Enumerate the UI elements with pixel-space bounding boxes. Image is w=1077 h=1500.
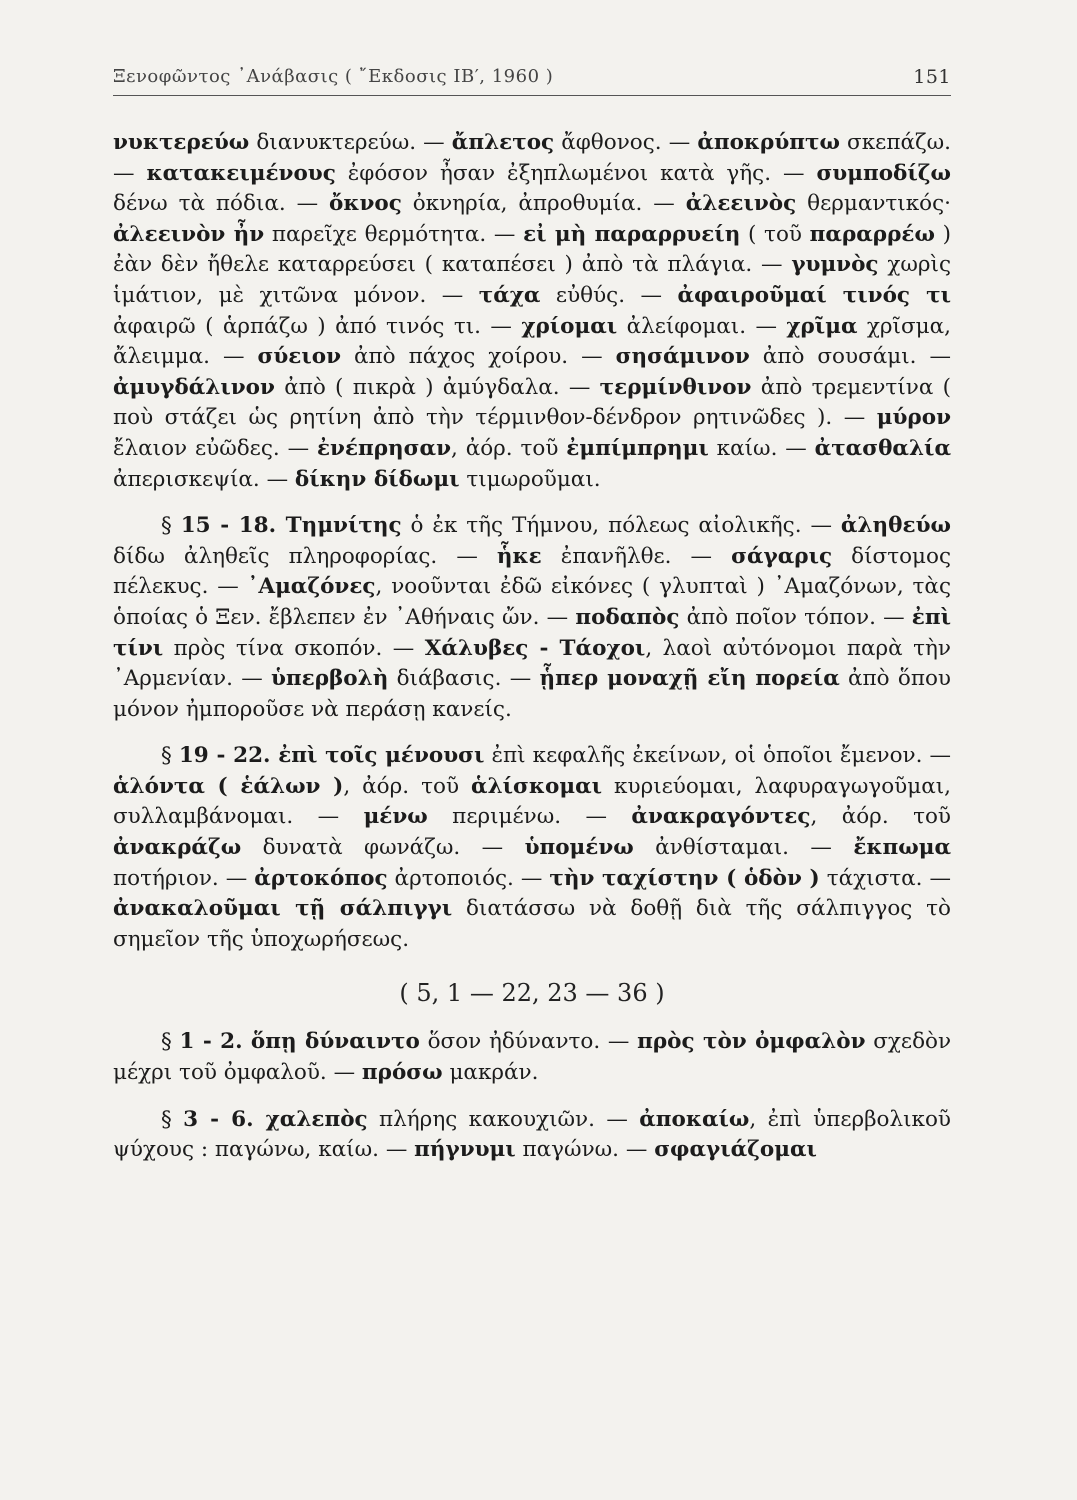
headword: γυμνὸς — [791, 252, 879, 278]
gloss-text: , νοοῦνται ἐδῶ εἰκόνες ( γλυπταὶ ) ᾽Αμαζόνων, τὰς ὁποίας ὁ Ξεν. ἔβλεπεν ἐν ᾽Αθήναις ὤν. — — [113, 574, 951, 630]
headword: ἀλεεινὸς — [685, 191, 797, 217]
gloss-text: § — [161, 1029, 180, 1055]
headword: ἀτασθαλία — [814, 435, 951, 461]
headword: ἐπὶ τίνι — [113, 604, 952, 661]
headword: πρόσω — [361, 1060, 443, 1086]
headword: ἀνακράζω — [113, 835, 242, 861]
headword: μένω — [363, 804, 428, 830]
gloss-text: δίδω ἀληθεῖς πληροφορίας. — — [113, 543, 497, 569]
gloss-text: περιμένω. — — [427, 804, 632, 830]
headword: σφαγιάζομαι — [654, 1137, 817, 1163]
gloss-text: ἀπὸ τρεμεντίνα ( ποὺ στάζει ὡς ρητίνη ἀπὸ τὴν τέρμινθον-δένδρον ρητινῶδες ). — — [113, 374, 951, 431]
page-body — [113, 128, 951, 1176]
headword: ἀληθεύω — [840, 513, 951, 539]
headword: ἀλεεινὸν ἦν — [113, 221, 265, 247]
headword: ὄκνος — [329, 191, 402, 217]
gloss-text: ( τοῦ — [740, 221, 810, 247]
paragraph-group — [113, 1027, 951, 1165]
headword: Χάλυβες - Τάοχοι — [424, 635, 646, 661]
gloss-text: ἐπὶ κεφαλῆς ἐκείνων, οἱ ὁποῖοι ἔμενον. — — [484, 743, 951, 769]
headword: ὑπομένω — [524, 835, 634, 861]
gloss-text: ὀκνηρία, ἀπροθυμία. — — [401, 191, 686, 217]
gloss-text: § — [161, 1106, 184, 1132]
headword: σησάμινον — [615, 344, 750, 370]
gloss-text: ἀφαιρῶ ( ἁρπάζω ) ἀπό τινός τι. — — [113, 313, 522, 339]
headword: ᾽Αμαζόνες — [247, 574, 376, 600]
headword: παραρρέω — [809, 221, 935, 247]
gloss-text: διατάσσω νὰ δοθῇ διὰ τῆς σάλπιγγος τὸ σημεῖον τῆς ὑποχωρήσεως. — [113, 896, 952, 952]
gloss-text: ὅσον ἠδύναντο. — — [419, 1029, 638, 1055]
section-heading: ( 5, 1 — 22, 23 — 36 ) — [399, 979, 665, 1008]
gloss-text: , ἀόρ. τοῦ — [810, 804, 951, 830]
gloss-text: ἀλείφομαι. — — [617, 313, 787, 339]
headword: 15 - 18. Τημνίτης — [180, 513, 402, 539]
gloss-text: παγώνω. — — [515, 1137, 655, 1163]
glossary-paragraph — [113, 128, 951, 495]
glossary-paragraph — [113, 741, 951, 955]
gloss-text: ἀπὸ σουσάμι. — — [749, 344, 951, 370]
gloss-text: ἀνθίσταμαι. — — [633, 835, 854, 861]
gloss-text: μακράν. — [442, 1060, 539, 1086]
headword: τὴν ταχίστην ( ὁδὸν ) — [549, 865, 820, 891]
gloss-text: καίω. — — [708, 435, 815, 461]
headword: ἔκπωμα — [853, 835, 952, 861]
gloss-text: χρῖσμα, ἄλειμμα. — — [113, 313, 951, 370]
gloss-text: διάβασις. — — [388, 666, 540, 692]
headword: ἀμυγδάλινον — [113, 374, 275, 400]
gloss-text: τάχιστα. — — [819, 865, 952, 891]
gloss-text: § — [161, 743, 179, 769]
gloss-text: , ἀόρ. τοῦ — [343, 773, 472, 799]
gloss-text: κυριεύομαι, λαφυραγωγοῦμαι, συλλαμβάνομαι. — — [113, 773, 951, 830]
gloss-text: δυνατὰ φωνάζω. — — [241, 835, 525, 861]
headword: ὑπερβολὴ — [270, 666, 389, 692]
headword: μύρον — [876, 405, 951, 431]
gloss-text: ἀπὸ ποῖον τόπον. — — [679, 604, 912, 630]
headword: 3 - 6. χαλεπὸς — [183, 1106, 368, 1132]
gloss-text: ἀπὸ ( πικρὰ ) ἀμύγδαλα. — — [274, 374, 600, 400]
page-number: 151 — [913, 66, 951, 88]
gloss-text: ἐφόσον ἦσαν ἐξηπλωμένοι κατὰ γῆς. — — [335, 160, 817, 186]
headword: κατακειμένους — [146, 160, 336, 186]
headword: ἐμπίμπρημι — [566, 435, 709, 461]
gloss-text: ) ἐὰν δὲν ἤθελε καταρρεύσει ( καταπέσει ) ἀπὸ τὰ πλάγια. — — [113, 221, 951, 278]
gloss-text: τιμωροῦμαι. — [459, 466, 601, 492]
gloss-text: πρὸς τίνα σκοπόν. — — [163, 635, 425, 661]
glossary-paragraph — [113, 511, 951, 725]
running-head — [113, 66, 951, 87]
gloss-text: πλήρης κακουχιῶν. — — [367, 1106, 640, 1132]
headword: σύειον — [257, 344, 342, 370]
gloss-text: ἔλαιον εὐῶδες. — — [113, 435, 317, 461]
gloss-text: ἐπανῆλθε. — — [541, 543, 732, 569]
headword: τερμίνθινον — [599, 374, 752, 400]
gloss-text: ὁ ἐκ τῆς Τήμνου, πόλεως αἰολικῆς. — — [401, 513, 841, 539]
gloss-text: , ἐπὶ ὑπερβολικοῦ ψύχους : παγώνω, καίω. — — [113, 1106, 951, 1163]
glossary-paragraph — [113, 1105, 951, 1166]
headword: χρῖμα — [786, 313, 858, 339]
gloss-text: εὐθύς. — — [540, 282, 678, 308]
headword: εἰ μὴ παραρρυείη — [523, 221, 741, 247]
gloss-text: § — [161, 513, 181, 539]
headword: ἀποκαίω — [639, 1106, 750, 1132]
gloss-text: θερμαντικός· — [796, 191, 951, 217]
headword: ἀνακαλοῦμαι τῇ σάλπιγγι — [113, 896, 453, 922]
glossary-paragraph — [113, 1027, 951, 1088]
headword: χρίομαι — [521, 313, 618, 339]
gloss-text: ἀρτοποιός. — — [387, 865, 550, 891]
gloss-text: ἀπερισκεψία. — — [113, 466, 295, 492]
headword: δίκην δίδωμι — [294, 466, 460, 492]
gloss-text: χωρὶς ἱμάτιον, μὲ χιτῶνα μόνον. — — [113, 252, 951, 308]
gloss-text: ποτήριον. — — [113, 865, 255, 891]
headword: ἄπλετος — [451, 130, 555, 155]
gloss-text: , ἀόρ. τοῦ — [451, 435, 567, 461]
headword: ᾗπερ μοναχῇ εἴη πορεία — [539, 666, 840, 692]
headword: πήγνυμι — [414, 1137, 516, 1163]
headword: σάγαρις — [731, 543, 833, 569]
headword: πρὸς τὸν ὀμφαλὸν — [637, 1029, 866, 1055]
gloss-text: σκεπάζω. — — [113, 130, 951, 186]
gloss-text: παρεῖχε θερμότητα. — — [264, 221, 524, 247]
headword: ἀφαιροῦμαί τινός τι — [677, 282, 951, 308]
header-rule — [113, 95, 951, 96]
headword: ἁλίσκομαι — [471, 773, 603, 799]
headword: ἀρτοκόπος — [254, 865, 388, 891]
gloss-text: ἀπὸ ὅπου μόνον ἠμποροῦσε νὰ περάσῃ κανείς. — [113, 666, 951, 722]
headword: ἀνακραγόντες — [631, 804, 811, 830]
headword: τάχα — [478, 282, 541, 308]
headword: 19 - 22. ἐπὶ τοῖς μένουσι — [178, 743, 485, 769]
headword: ποδαπὸς — [575, 604, 680, 630]
headword: ἁλόντα ( ἑάλων ) — [113, 773, 344, 799]
paragraph-group — [113, 128, 951, 955]
gloss-text: δένω τὰ πόδια. — — [113, 191, 330, 217]
headword: ἧκε — [496, 543, 542, 569]
headword: νυκτερεύω — [113, 130, 250, 155]
headword: ἀποκρύπτω — [697, 130, 840, 155]
headword: 1 - 2. ὅπῃ δύναιντο — [179, 1029, 420, 1055]
gloss-text: ἄφθονος. — — [554, 130, 698, 155]
gloss-text: ἀπὸ πάχος χοίρου. — — [341, 344, 616, 370]
running-title: Ξενοφῶντος ᾽Ανάβασις ( ῎Εκδοσις ΙΒ′, 1960 ) — [113, 66, 554, 87]
gloss-text: , λαοὶ αὐτόνομοι παρὰ τὴν ᾽Αρμενίαν. — — [113, 635, 951, 692]
headword: συμποδίζω — [816, 160, 951, 186]
gloss-text: διανυκτερεύω. — — [249, 130, 452, 155]
gloss-text: δίστομος πέλεκυς. — — [113, 543, 951, 600]
headword: ἐνέπρησαν — [316, 435, 451, 461]
gloss-text: σχεδὸν μέχρι τοῦ ὀμφαλοῦ. — — [113, 1029, 952, 1086]
